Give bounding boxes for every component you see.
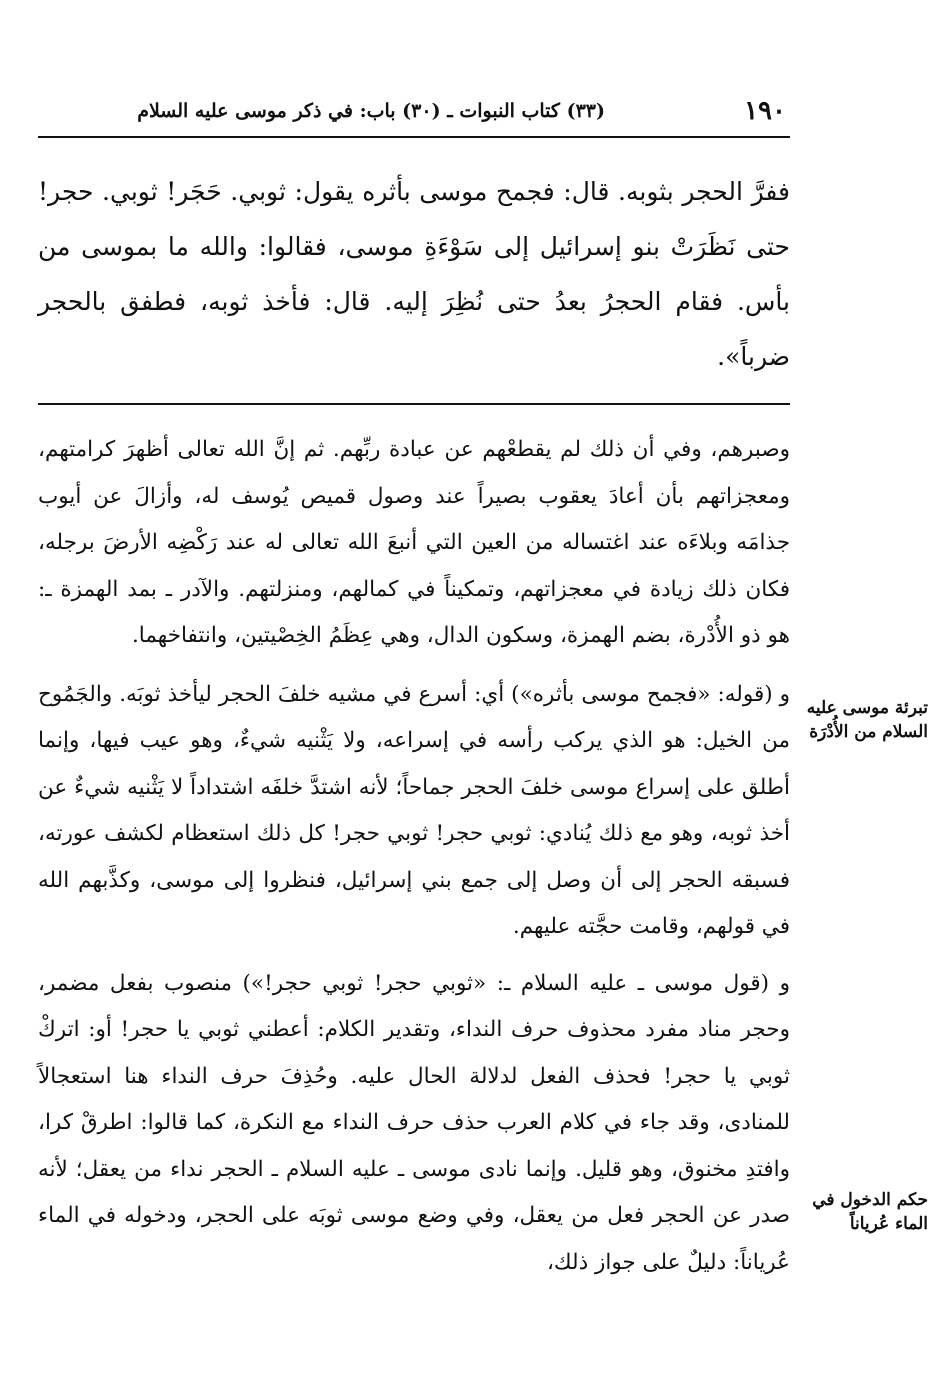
margin-note-acquittal: تبرئة موسى عليه السلام من الأُدْرَة	[806, 698, 928, 742]
page-number: ١٩٠	[744, 96, 786, 126]
commentary	[38, 427, 790, 1286]
hadith-text: ففرَّ الحجر بثوبه. قال: فجمح موسى بأثره يقول: ثوبي. حَجَر! ثوبي. حجر! حتى نَظَرَتْ بنو إسرائيل إلى سَوْءَةِ موسى، فقالوا: والله ما بموسى من بأس. فقام الحجرُ بعدُ حتى نُظِرَ إليه. قال: فأخذ ثوبه، فطفق بالحجر ضرباً».	[38, 177, 790, 371]
commentary-paragraph-2: و (قوله: «فجمح موسى بأثره») أي: أسرع في مشيه خلفَ الحجر ليأخذ ثوبَه. والجَمُوح من الخيل: هو الذي يركب رأسه في إسراعه، ولا يَثْنيه شيءٌ، وهو عيب فيها، وإنما أطلق على إسراع موسى خلفَ الحجر جماحاً؛ لأنه اشتدَّ خلفَه اشتداداً لا يَثْنيه شيءٌ عن أخذ ثوبه، وهو مع ذلك يُنادي: ثوبي حجر! ثوبي حجر! كل ذلك استعظام لكشف عورته، فسبقه الحجر إلى أن وصل إلى جمع بني إسرائيل، فنظروا إلى موسى، وكذَّبهم الله في قولهم، وقامت حجَّته عليهم.	[38, 681, 790, 939]
book-page	[38, 90, 790, 1296]
page-header	[38, 90, 790, 138]
running-title: (٣٣) كتاب النبوات ـ (٣٠) باب: في ذكر موسى عليه السلام	[137, 100, 605, 122]
commentary-paragraph-3: و (قول موسى ـ عليه السلام ـ: «ثوبي حجر! ثوبي حجر!») منصوب بفعل مضمر، وحجر مناد مفرد محذوف حرف النداء، وتقدير الكلام: أعطني ثوبي يا حجر! أو: اتركْ ثوبي يا حجر! فحذف الفعل لدلالة الحال عليه. وحُذِفَ حرف النداء هنا استعجالاً للمنادى، وقد جاء في كلام العرب حذف حرف النداء مع النكرة، كما قالوا: اطرقْ كرا، وافتدِ مخنوق، وهو قليل. وإنما نادى موسى ـ عليه السلام ـ الحجر نداء من يعقل؛ لأنه صدر عن الحجر فعل من يعقل، وفي وضع موسى ثوبَه على الحجر، ودخوله في الماء عُرياناً: دليلٌ على جواز ذلك،	[38, 970, 790, 1275]
footnote-separator	[38, 403, 790, 405]
margin-note-bathing-ruling: حكم الدخول في الماء عُرياناً	[812, 1190, 928, 1234]
commentary-paragraph-1: وصبرهم، وفي أن ذلك لم يقطعْهم عن عبادة ربِّهم. ثم إنَّ الله تعالى أظهرَ كرامتهم، ومعجزاتهم بأن أعادَ يعقوب بصيراً عند وصول قميص يُوسف له، وأزالَ عن أيوب جذامَه وبلاءَه عند اغتساله من العين التي أنبعَ الله تعالى له عند رَكْضِه الأرضَ برجله، فكان ذلك زيادة في معجزاتهم، وتمكيناً في كمالهم، ومنزلتهم. والآدر ـ بمد الهمزة ـ: هو ذو الأُدْرة، بضم الهمزة، وسكون الدال، وهي عِظَمُ الخِصْيتين، وانتفاخهما.	[38, 437, 790, 648]
